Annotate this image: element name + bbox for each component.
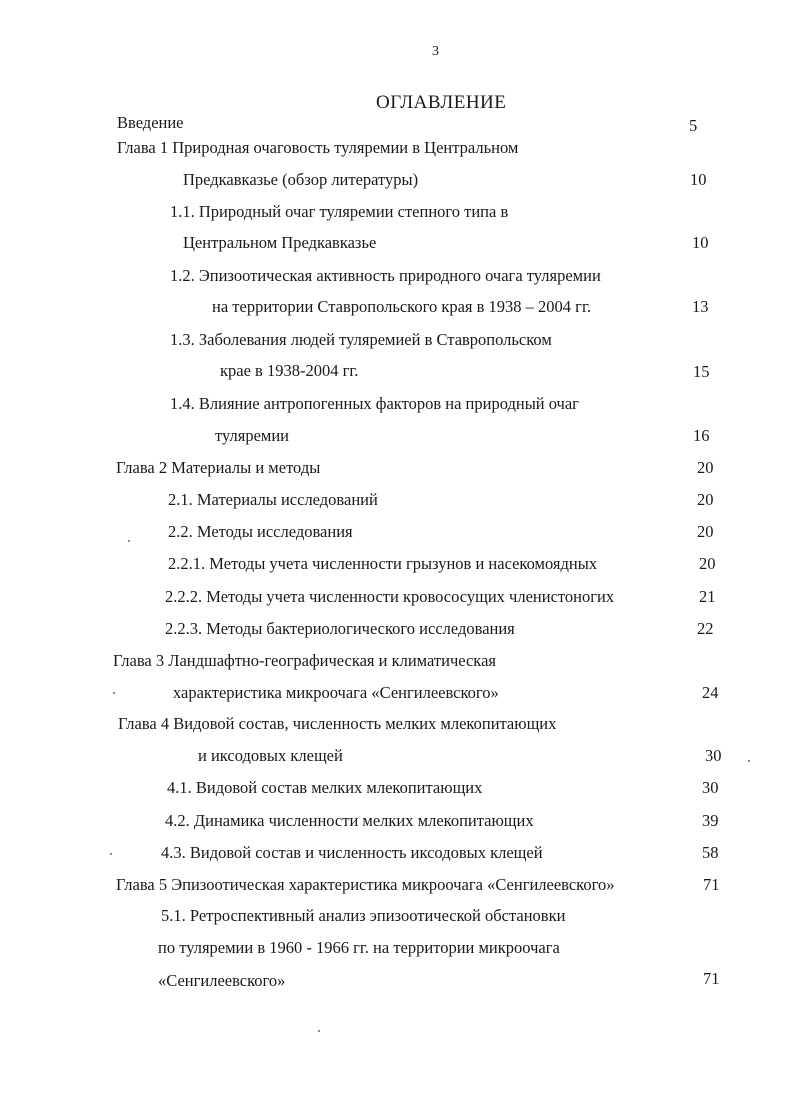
toc-page-number: 16 xyxy=(693,426,710,445)
toc-entry: 1.2. Эпизоотическая активность природного очага туляремии xyxy=(170,266,601,285)
toc-page-number: 13 xyxy=(692,297,709,316)
toc-page-number: 20 xyxy=(699,554,716,573)
toc-entry: 4.1. Видовой состав мелких млекопитающих xyxy=(167,778,483,797)
toc-entry: 2.1. Материалы исследований xyxy=(168,490,378,509)
toc-page-number: 58 xyxy=(702,843,719,862)
scan-speck xyxy=(318,1030,320,1032)
toc-entry: 4.2. Динамика численности мелких млекопитающих xyxy=(165,811,534,830)
toc-entry: и иксодовых клещей xyxy=(198,746,343,765)
toc-entry: на территории Ставропольского края в 1938 – 2004 гг. xyxy=(212,297,591,316)
toc-entry: по туляремии в 1960 - 1966 гг. на территории микроочага xyxy=(158,938,560,957)
toc-entry: крае в 1938-2004 гг. xyxy=(220,361,359,380)
toc-entry: 1.1. Природный очаг туляремии степного типа в xyxy=(170,202,509,221)
toc-entry: 4.3. Видовой состав и численность иксодовых клещей xyxy=(161,843,543,862)
toc-page-number: 21 xyxy=(699,587,716,606)
toc-entry: 1.3. Заболевания людей туляремией в Ставропольском xyxy=(170,330,552,349)
toc-title: ОГЛАВЛЕНИЕ xyxy=(376,92,507,113)
toc-entry: 1.4. Влияние антропогенных факторов на природный очаг xyxy=(170,394,579,413)
toc-page-number: 22 xyxy=(697,619,714,638)
toc-page-number: 20 xyxy=(697,458,714,477)
toc-page-number: 39 xyxy=(702,811,719,830)
page-number: 3 xyxy=(432,44,439,59)
toc-page-number: 30 xyxy=(702,778,719,797)
toc-page-number: 5 xyxy=(689,116,698,135)
toc-entry: Глава 1 Природная очаговость туляремии в Центральном xyxy=(117,138,519,157)
toc-entry: туляремии xyxy=(215,426,290,445)
scan-speck xyxy=(748,760,750,762)
toc-entry: 2.2.2. Методы учета численности кровососущих членистоногих xyxy=(165,587,615,606)
toc-entry: Глава 3 Ландшафтно-географическая и климатическая xyxy=(113,651,496,670)
toc-entry: 2.2.1. Методы учета численности грызунов и насекомоядных xyxy=(168,554,598,573)
toc-entry: «Сенгилеевского» xyxy=(158,971,286,990)
toc-page-number: 10 xyxy=(692,233,709,252)
toc-entry: Глава 2 Материалы и методы xyxy=(116,458,321,477)
toc-page-number: 71 xyxy=(703,969,720,988)
toc-page-number: 71 xyxy=(703,875,720,894)
toc-page-number: 20 xyxy=(697,522,714,541)
scan-speck xyxy=(110,853,112,855)
toc-page-number: 30 xyxy=(705,746,722,765)
toc-entry: характеристика микроочага «Сенгилеевского» xyxy=(173,683,499,702)
toc-entry: Введение xyxy=(117,113,184,132)
toc-page-number: 24 xyxy=(702,683,719,702)
toc-entry: Центральном Предкавказье xyxy=(183,233,377,252)
toc-entry: 5.1. Ретроспективный анализ эпизоотической обстановки xyxy=(161,906,566,925)
toc-entry: 2.2. Методы исследования xyxy=(168,522,353,541)
toc-page-number: 15 xyxy=(693,362,710,381)
toc-entry: Глава 4 Видовой состав, численность мелких млекопитающих xyxy=(118,714,557,733)
toc-entry: 2.2.3. Методы бактериологического исследования xyxy=(165,619,515,638)
scan-speck xyxy=(113,692,115,694)
toc-entry: Предкавказье (обзор литературы) xyxy=(183,170,419,189)
scan-speck xyxy=(128,540,130,542)
toc-page-number: 20 xyxy=(697,490,714,509)
toc-entry: Глава 5 Эпизоотическая характеристика микроочага «Сенгилеевского» xyxy=(116,875,615,894)
toc-page-number: 10 xyxy=(690,170,707,189)
